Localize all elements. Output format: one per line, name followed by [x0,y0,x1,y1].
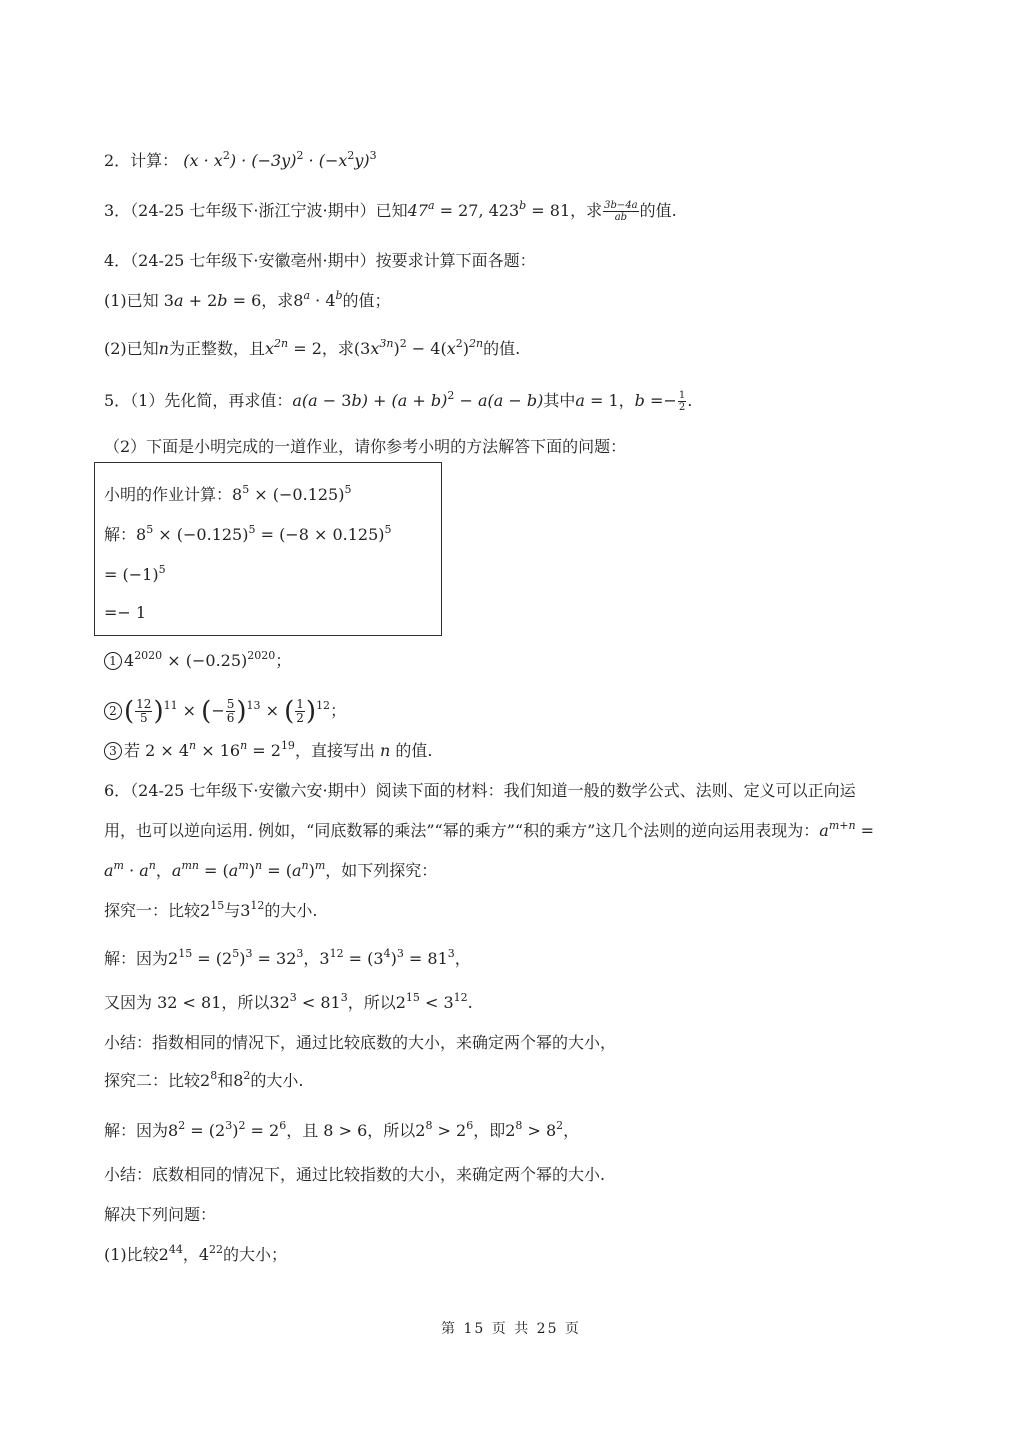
box-line-3: = $(-1)^5$ [104,563,166,584]
q3-given: 47$^a$ = 27, 423$^b$ = 81 [407,199,571,220]
item-2-expr: ( $\frac{12}{5}$ )$^{11}$ × (− $\frac{5}{6}$ )$^{13}$ × ( $\frac{1}{2}$ )$^{12}$； [124,696,347,727]
q3-mid: ，求 [570,201,603,220]
solution-1: 解：因为$2^{15} = (2^5)^3 = 32^3$，$3^{12} = (3^4)^3 = 81^3$， [104,947,471,968]
q6-line-3 [104,860,437,882]
item-3-expr: $2 \times 4^n \times 16^n = 2^{19}$ [145,739,295,760]
q4-p2-expr: $(3x^{3n})^2 - 4(x^2)^{2n}$ [353,337,484,358]
solve-label: 解决下列问题： [104,1205,217,1224]
q3-label: 3．（24-25 七年级下·浙江宁波·期中）已知 [104,201,408,220]
q6-part-1: (1)比较$2^{44}$，$4^{22}$的大小； [104,1243,288,1264]
box-l1-label: 小明的作业计算： [104,485,233,504]
q4-p2-cond: $x^{2n} = 2$ [265,337,322,358]
q4-p2-a: (2)已知 [104,339,159,358]
q5-expr: $a(a - 3b) + (a + b)^2 - a(a - b)$ [292,389,544,410]
q5-mid: 其中 [543,391,576,410]
solution-1-label: 解：因为 [104,949,169,968]
q4-p1-eq: 3a + 2b = 6 [163,291,262,310]
box-l1-expr: $8^5 \times (-0.125)^5$ [232,483,352,504]
q6-rule-2: $a^m \cdot a^n$，$a^{mn} = (a^m)^n = (a^n)^m$ [104,859,326,880]
q5-half: $\frac{1}{2}$ [678,390,686,413]
q4-p2-d: 的值. [483,339,521,358]
q4-label: 4．（24-25 七年级下·安徽亳州·期中）按要求计算下面各题： [104,251,536,270]
solution-1b-text: 又因为 32 < 81，所以 [104,993,270,1012]
question-4 [104,250,536,272]
solution-1b-mid: ，所以 [347,993,396,1012]
item-3-text: 若 [124,741,146,760]
q6-part-1-end: 的大小； [223,1245,288,1264]
summary-1: 小结：指数相同的情况下，通过比较底数的大小，来确定两个幂的大小， [104,1033,617,1052]
explore-2-mid: 和 [217,1071,234,1090]
box-l2-label: 解： [104,525,137,544]
q3-end: 的值. [639,201,677,220]
q5-label: 5．（1）先化简，再求值： [104,391,293,410]
circle-3: 3 [104,742,122,760]
q4-p2-c: ，求 [321,339,354,358]
box-line-4: =− 1 [104,603,147,622]
summary-2: 小结：底数相同的情况下，通过比较指数的大小，来确定两个幂的大小. [104,1165,606,1184]
box-line-1 [104,484,351,506]
q4-p1-c: 的值； [342,291,391,310]
explore-2-label: 探究二：比较 [104,1071,201,1090]
page-footer: 第 15 页 共 25 页 [441,1321,581,1337]
circle-2: 2 [104,702,122,720]
q6-line-2 [104,820,874,842]
q4-p1-a: (1)已知 [104,291,164,310]
item-1 [104,650,291,672]
item-3 [104,740,433,762]
q5-b: b =− [634,391,677,410]
explore-2-end: 的大小. [250,1071,304,1090]
solution-2: 解：因为$8^2 = (2^3)^2 = 2^6$，且 8 > 6，所以$2^8 > 2^6$，即$2^8 > 8^2$， [104,1119,580,1140]
question-5-part-2 [104,436,626,458]
q3-fraction: $\frac{3b-4a}{ab}$ [604,200,638,223]
question-3 [104,200,677,223]
solution-2-label: 解：因为 [104,1121,169,1140]
item-1-expr: $4^{2020} \times (-0.25)^{2020}$； [124,649,292,670]
q4-p2-n: n [158,339,169,358]
q5-vals: a = 1 [575,391,619,410]
item-3-n: n [380,741,391,760]
question-4-part-2 [104,338,520,360]
q2-expression: $(x \cdot x^2) \cdot (-3y)^2 \cdot (-x^2y)^3$ [183,149,377,170]
q6-rule-1: $a^{m+n}$ = [819,819,875,840]
q2-label: 2．计算： [104,151,179,170]
circle-1: 1 [104,652,122,670]
explore-1: 探究一：比较$2^{15}$与$3^{12}$的大小. [104,899,318,920]
explore-1-label: 探究一：比较 [104,901,201,920]
explore-2: 探究二：比较$2^8$和$8^2$的大小. [104,1069,304,1090]
q5-p2: （2）下面是小明完成的一道作业，请你参考小明的方法解答下面的问题： [104,437,627,456]
item-2 [104,698,346,725]
solution-1b: 又因为 32 < 81，所以$32^3 < 81^3$，所以$2^{15} < 3^{12}$. [104,991,473,1012]
item-3-end2: 的值. [390,741,433,760]
q4-p1-expr: $8^a \cdot 4^b$ [293,289,343,310]
box-line-2 [104,524,392,546]
q5-sep: ， [618,391,635,410]
q6-line-2-text: 用，也可以逆向运用. 例如，“同底数幂的乘法”“幂的乘方”“积的乘方”这几个法则的逆向运用表现为： [104,821,820,840]
explore-1-mid: 与 [224,901,241,920]
q4-p2-b: 为正整数，且 [168,339,265,358]
question-2 [104,150,377,172]
q6-line-1: 6．（24-25 七年级下·安徽六安·期中）阅读下面的材料：我们知道一般的数学公式、法则、定义可以正向运 [104,781,856,800]
q6-part-1-label: (1)比较 [104,1245,159,1264]
explore-1-end: 的大小. [264,901,318,920]
q4-p1-b: ，求 [261,291,294,310]
q6-line-3-end: ，如下列探究： [325,861,438,880]
box-l2-expr: $8^5 \times (-0.125)^5 = (-8 \times 0.125)^5$ [136,523,392,544]
question-4-part-1 [104,290,391,312]
item-3-end: ，直接写出 [294,741,381,760]
question-5: 5．（1）先化简，再求值：$a(a - 3b) + (a + b)^2 - a(a - b)$其中a = 1，b =− $\frac{1}{2}$ . [104,389,693,413]
